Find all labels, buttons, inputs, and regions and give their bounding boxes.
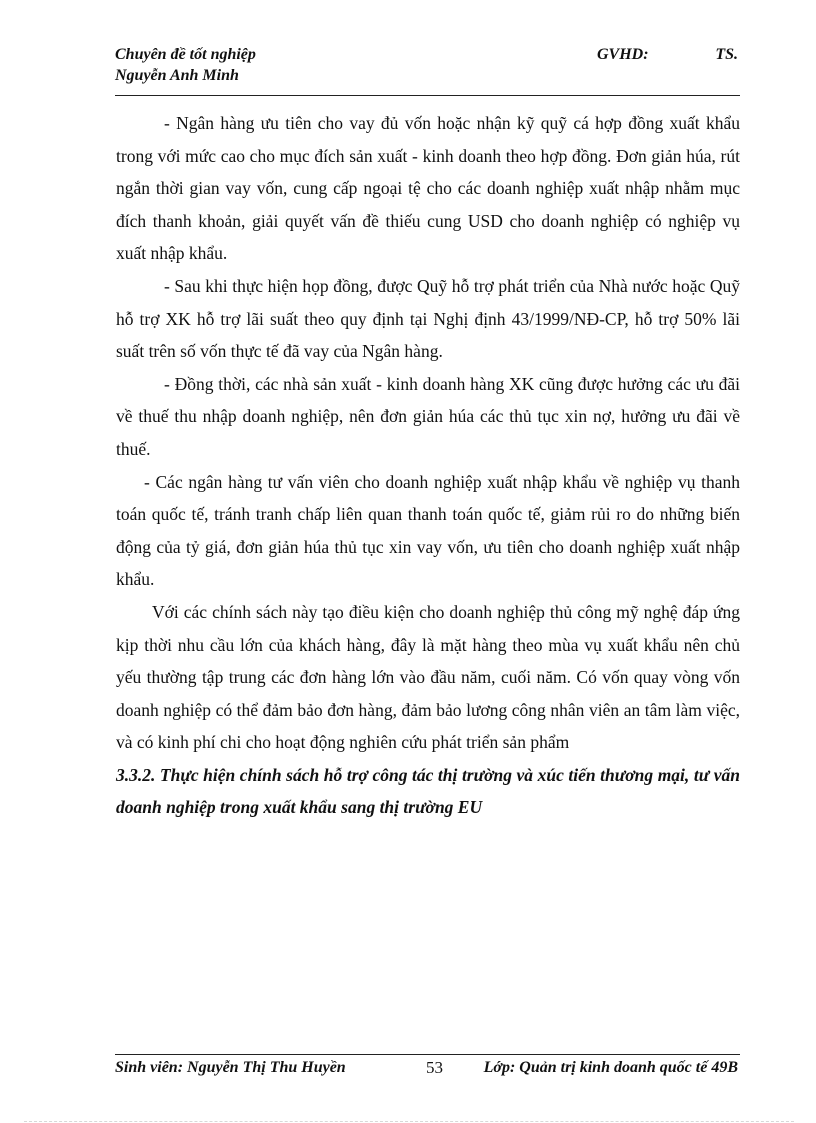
- footer-divider: [115, 1054, 740, 1055]
- page-bottom-edge: [24, 1121, 794, 1122]
- paragraph-conclusion: Với các chính sách này tạo điều kiện cho doanh nghiệp thủ công mỹ nghệ đáp ứng kịp thời nhu cầu lớn của khách hàng, đây là mặt hàng theo mùa vụ xuất khẩu nên chủ yếu thường tập trung các đơn hàng lớn vào đầu năm, cuối năm. Có vốn quay vòng vốn doanh nghiệp có thể đảm bảo đơn hàng, đảm bảo lương công nhân viên an tâm làm việc, và có kinh phí chi cho hoạt động nghiên cứu phát triển sản phẩm: [116, 601, 740, 753]
- header-author-name: Nguyễn Anh Minh: [115, 67, 239, 84]
- page-number: 53: [426, 1058, 443, 1077]
- paragraph-interest-support: - Sau khi thực hiện họp đồng, được Quỹ hỗ trợ phát triển của Nhà nước hoặc Quỹ hỗ trợ XK hỗ trợ lãi suất theo quy định tại Nghị định 43/1999/NĐ-CP, hỗ trợ 50% lãi suất trên số vốn thực tế đã vay của Ngân hàng.: [116, 275, 740, 362]
- header-divider: [115, 95, 740, 96]
- page-footer: [115, 1058, 740, 1080]
- header-thesis-label: Chuyên đề tốt nghiệp: [115, 46, 256, 63]
- footer-student-name: Sinh viên: Nguyễn Thị Thu Huyền: [115, 1059, 346, 1076]
- paragraph-bank-loans: - Ngân hàng ưu tiên cho vay đủ vốn hoặc nhận kỹ quỹ cá hợp đồng xuất khẩu trong với mức cao cho mục đích sản xuất - kinh doanh theo hợp đồng. Đơn giản húa, rút ngắn thời gian vay vốn, cung cấp ngoại tệ cho các doanh nghiệp xuất nhập nhằm mục đích thanh khoản, giải quyết vấn đề thiếu cung USD cho doanh nghiệp có nghiệp vụ xuất nhập khẩu.: [116, 113, 740, 264]
- paragraph-bank-consulting: - Các ngân hàng tư vấn viên cho doanh nghiệp xuất nhập khẩu về nghiệp vụ thanh toán quốc tế, tránh tranh chấp liên quan thanh toán quốc tế, giảm rủi ro do những biến động của tỷ giá, đơn giản húa thủ tục xin vay vốn, ưu tiên cho doanh nghiệp xuất nhập khẩu.: [116, 471, 740, 590]
- document-body: [116, 107, 740, 824]
- paragraph-tax-incentives: - Đồng thời, các nhà sản xuất - kinh doanh hàng XK cũng được hưởng các ưu đãi về thuế thu nhập doanh nghiệp, nên đơn giản húa các thủ tục xin nợ, hưởng ưu đãi về thuế.: [116, 373, 740, 459]
- header-advisor-title: TS.: [715, 46, 738, 63]
- section-heading: 3.3.2. Thực hiện chính sách hỗ trợ công tác thị trường và xúc tiến thương mại, tư vấn doanh nghiệp trong xuất khẩu sang thị trường EU: [116, 764, 740, 818]
- header-advisor-label: GVHD:: [597, 46, 649, 63]
- page-header: [115, 44, 740, 94]
- footer-class: Lớp: Quản trị kinh doanh quốc tế 49B: [483, 1059, 738, 1076]
- header-left: [115, 44, 256, 86]
